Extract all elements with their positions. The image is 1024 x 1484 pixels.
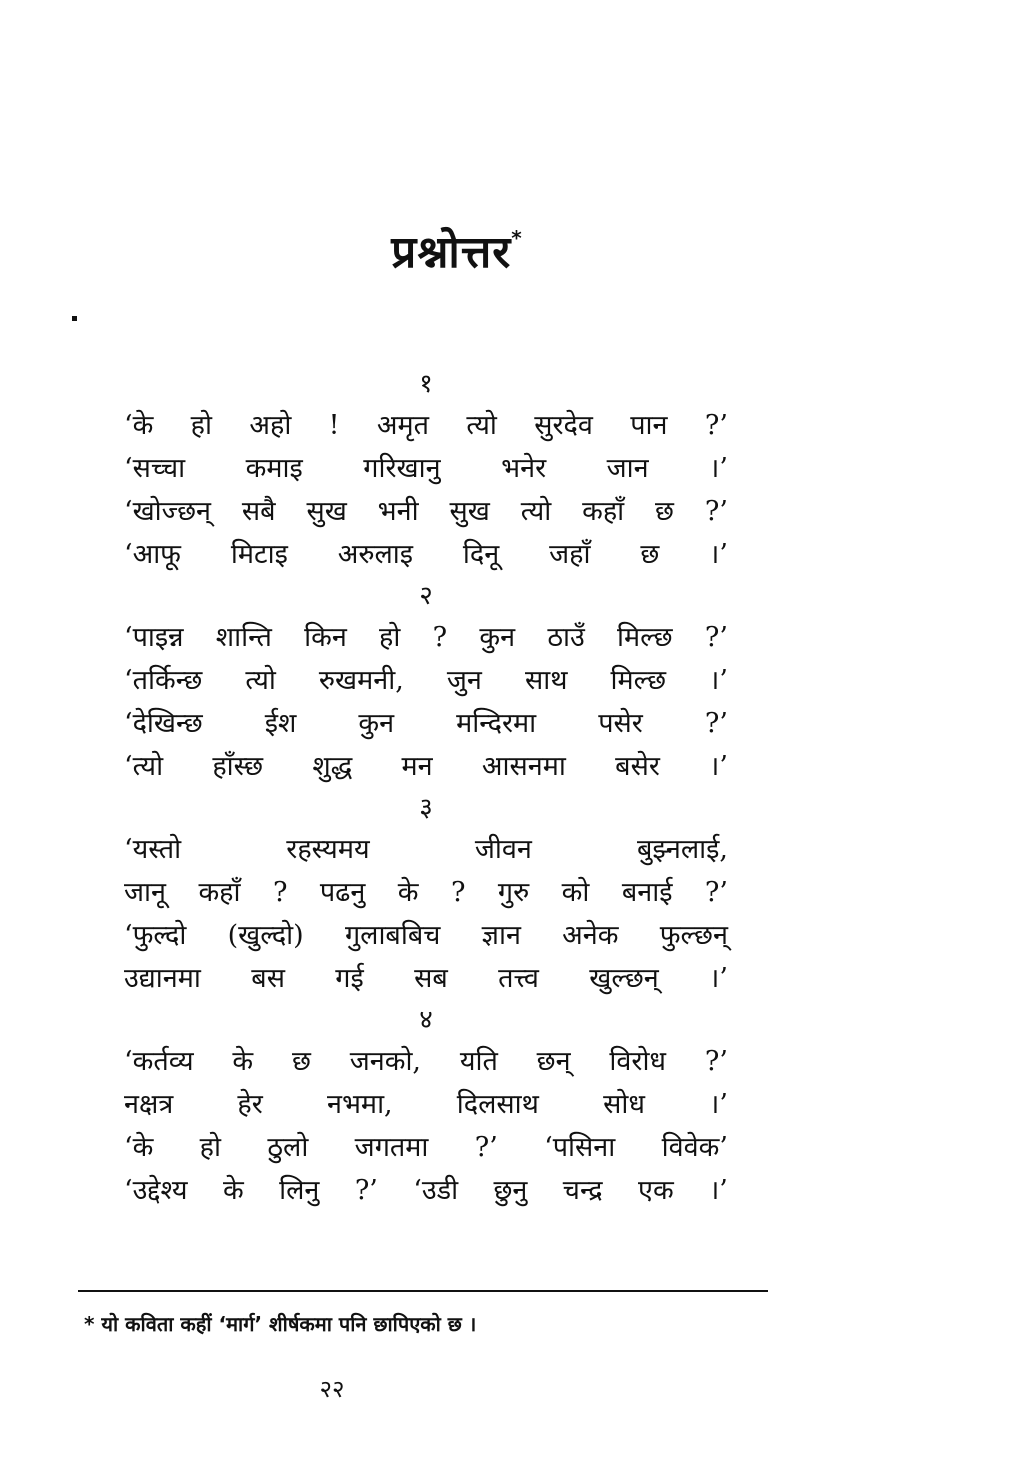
poem-word: ‘खोज्छन् — [124, 496, 212, 527]
poem-word: हेर — [237, 1089, 263, 1120]
poem-word: कहाँ — [582, 496, 625, 527]
poem — [124, 364, 728, 1212]
poem-word: ।’ — [709, 1175, 728, 1206]
poem-word: जनको, — [349, 1046, 422, 1077]
poem-word: त्यो — [520, 496, 552, 527]
poem-word: ‘सच्चा — [124, 453, 186, 484]
poem-word: जगतमा — [354, 1132, 429, 1163]
poem-word: पढनु — [319, 877, 366, 908]
poem-word: ‘पसिना — [544, 1132, 616, 1163]
poem-word: ?’ — [704, 410, 728, 441]
poem-word: ?’ — [354, 1175, 378, 1206]
poem-word: के — [222, 1175, 244, 1206]
poem-word: ।’ — [709, 665, 728, 696]
poem-word: ज्ञान — [481, 920, 521, 951]
poem-word: ? — [450, 877, 466, 908]
poem-word: त्यो — [466, 410, 497, 441]
poem-word: हो — [190, 410, 213, 441]
poem-line — [124, 1169, 728, 1212]
poem-word: के — [397, 877, 419, 908]
title-block — [0, 220, 1024, 280]
poem-word: सब — [414, 963, 448, 994]
title-footnote-mark: * — [511, 226, 523, 250]
poem-word: दिलसाथ — [456, 1089, 539, 1120]
poem-line — [124, 957, 728, 1000]
poem-word: हाँस्छ — [212, 751, 264, 782]
poem-word: ‘यस्तो — [124, 834, 182, 865]
poem-word: मिल्छ — [610, 665, 667, 696]
poem-word: ।’ — [709, 453, 728, 484]
poem-word: आसनमा — [481, 751, 566, 782]
poem-word: ?’ — [704, 877, 728, 908]
poem-line — [124, 914, 728, 957]
poem-line — [124, 745, 728, 788]
poem-word: गुलाबबिच — [344, 920, 441, 951]
poem-word: नक्षत्र — [124, 1089, 174, 1120]
poem-word: सोध — [603, 1089, 645, 1120]
poem-word: के — [232, 1046, 254, 1077]
poem-word: हो — [379, 622, 401, 653]
poem-word: मिल्छ — [617, 622, 673, 653]
poem-word: ‘के — [124, 1132, 154, 1163]
poem-line — [124, 1126, 728, 1169]
stanza-number: ४ — [419, 1005, 433, 1035]
poem-word: खुल्छन् — [589, 963, 659, 994]
poem-word: ?’ — [704, 622, 728, 653]
poem-word: छ — [291, 1046, 311, 1077]
poem-word: फुल्छन् — [659, 920, 728, 951]
poem-word: पसेर — [598, 708, 643, 739]
poem-word: सुख — [306, 496, 347, 527]
poem-word: कुन — [479, 622, 516, 653]
poem-word: कहाँ — [198, 877, 241, 908]
poem-word: जानू — [124, 877, 167, 908]
poem-word: रुखमनी, — [318, 665, 404, 696]
poem-word: ?’ — [474, 1132, 498, 1163]
poem-line — [124, 659, 728, 702]
poem-word: यति — [459, 1046, 498, 1077]
poem-word: को — [561, 877, 590, 908]
poem-line — [124, 490, 728, 533]
poem-line — [124, 702, 728, 745]
poem-word: ‘उडी — [413, 1175, 459, 1206]
poem-word: भनी — [377, 496, 419, 527]
poem-word: ।’ — [709, 963, 728, 994]
poem-word: ‘उद्देश्य — [124, 1175, 188, 1206]
poem-word: ‘देखिन्छ — [124, 708, 203, 739]
stanza — [124, 576, 728, 788]
poem-line — [124, 828, 728, 871]
poem-word: ‘आफू — [124, 539, 181, 570]
poem-word: कमाइ — [245, 453, 303, 484]
poem-word: उद्यानमा — [124, 963, 201, 994]
poem-word: ‘कर्तव्य — [124, 1046, 194, 1077]
poem-word: (खुल्दो) — [227, 920, 304, 951]
poem-word: गरिखानु — [363, 453, 441, 484]
title-text: प्रश्नोत्तर — [391, 227, 512, 278]
poem-word: गुरु — [497, 877, 530, 908]
poem-word: कुन — [358, 708, 395, 739]
poem-word: विरोध — [609, 1046, 667, 1077]
footnote: * यो कविता कहीं ‘मार्ग’ शीर्षकमा पनि छापिएको छ । — [84, 1312, 477, 1336]
poem-word: ?’ — [704, 708, 728, 739]
poem-word: बुझ्नलाई, — [637, 834, 728, 865]
poem-word: शुद्ध — [312, 751, 353, 782]
stanza-number: १ — [419, 369, 433, 399]
poem-word: ! — [328, 410, 340, 441]
poem-word: अरुलाइ — [337, 539, 414, 570]
poem-word: शान्ति — [215, 622, 272, 653]
poem-word: ।’ — [709, 751, 728, 782]
stanza-number: ३ — [419, 793, 433, 823]
poem-word: दिनू — [462, 539, 500, 570]
poem-word: मन — [401, 751, 433, 782]
stray-dot — [72, 316, 77, 321]
poem-word: जहाँ — [549, 539, 591, 570]
poem-word: ‘तर्किन्छ — [124, 665, 203, 696]
poem-word: जीवन — [474, 834, 532, 865]
poem-word: जान — [606, 453, 649, 484]
poem-word: लिनु — [279, 1175, 320, 1206]
poem-line — [124, 1083, 728, 1126]
poem-word: तत्त्व — [498, 963, 539, 994]
poem-word: बस — [251, 963, 285, 994]
poem-word: चन्द्र — [562, 1175, 603, 1206]
poem-word: एक — [638, 1175, 674, 1206]
page-number: २२ — [319, 1375, 345, 1403]
poem-word: नभमा, — [326, 1089, 393, 1120]
poem-word: अनेक — [562, 920, 619, 951]
poem-word: ?’ — [704, 1046, 728, 1077]
stanza — [124, 788, 728, 1000]
poem-word: पान — [630, 410, 668, 441]
poem-line — [124, 871, 728, 914]
poem-line — [124, 447, 728, 490]
poem-word: मिटाइ — [230, 539, 288, 570]
poem-line — [124, 616, 728, 659]
poem-word: जुन — [446, 665, 482, 696]
poem-word: मन्दिरमा — [456, 708, 537, 739]
footnote-divider — [78, 1290, 768, 1292]
poem-word: विवेक’ — [661, 1132, 728, 1163]
poem-word: गई — [335, 963, 364, 994]
poem-word: ? — [272, 877, 288, 908]
poem-word: ईश — [264, 708, 297, 739]
poem-word: अहो — [249, 410, 292, 441]
stanza — [124, 1000, 728, 1212]
stanza-number: २ — [419, 581, 433, 611]
poem-word: छ — [640, 539, 660, 570]
poem-word: भनेर — [501, 453, 547, 484]
poem-word: साथ — [524, 665, 568, 696]
poem-line — [124, 533, 728, 576]
poem-word: ‘पाइन्न — [124, 622, 184, 653]
poem-word: ? — [432, 622, 448, 653]
poem-word: किन — [304, 622, 347, 653]
poem-word: रहस्यमय — [286, 834, 370, 865]
poem-word: बनाई — [621, 877, 673, 908]
poem-word: अमृत — [376, 410, 430, 441]
poem-word: त्यो — [245, 665, 276, 696]
poem-word: सुरदेव — [534, 410, 593, 441]
poem-word: बसेर — [615, 751, 660, 782]
poem-word: सबै — [241, 496, 276, 527]
poem-word: ‘के — [124, 410, 154, 441]
poem-word: सुख — [449, 496, 490, 527]
poem-word: ‘फुल्दो — [124, 920, 187, 951]
poem-word: ।’ — [709, 539, 728, 570]
poem-line — [124, 1040, 728, 1083]
poem-word: ।’ — [709, 1089, 728, 1120]
poem-word: ठुलो — [267, 1132, 309, 1163]
poem-word: ‘त्यो — [124, 751, 164, 782]
poem-line — [124, 404, 728, 447]
poem-word: छ — [655, 496, 674, 527]
poem-word: छुनु — [493, 1175, 528, 1206]
page-title — [391, 227, 522, 278]
stanza — [124, 364, 728, 576]
poem-word: हो — [199, 1132, 221, 1163]
poem-word: ठाउँ — [547, 622, 585, 653]
poem-word: छन् — [536, 1046, 571, 1077]
poem-word: ?’ — [704, 496, 728, 527]
